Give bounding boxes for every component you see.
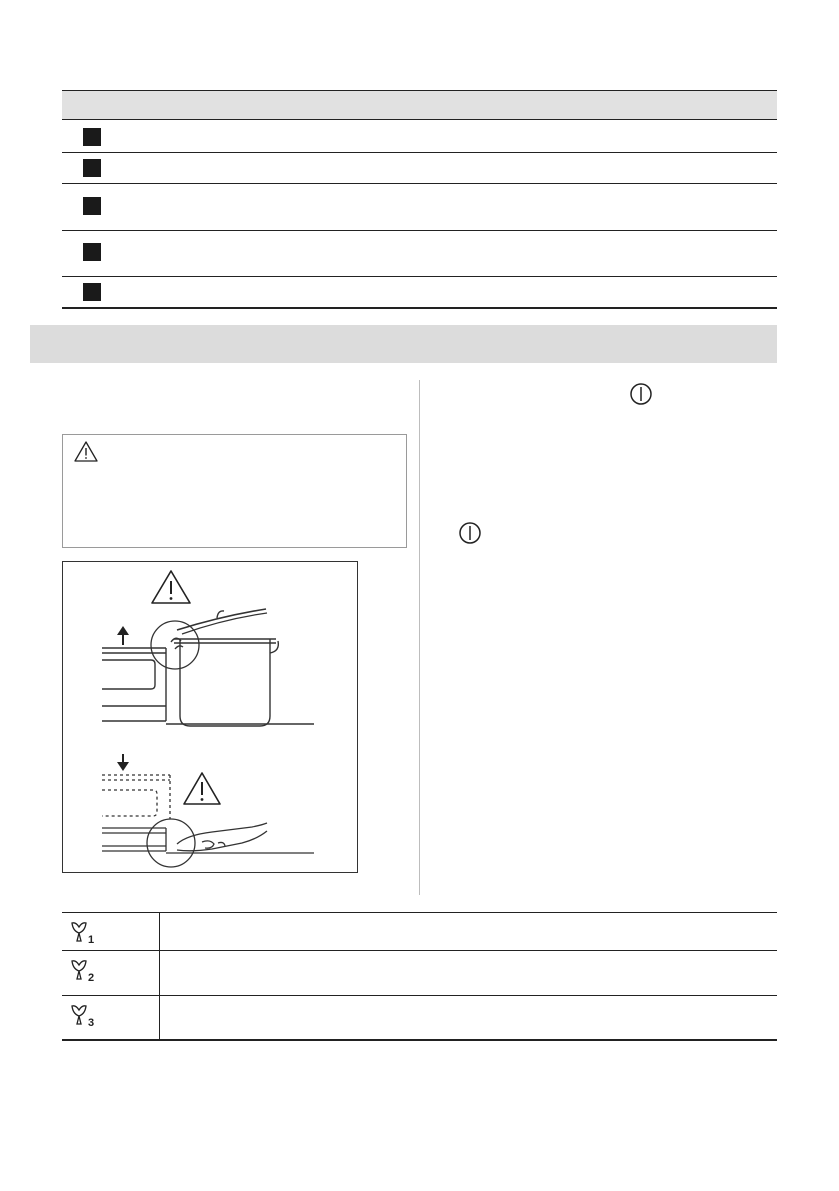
column-divider: [419, 380, 420, 895]
svg-text:2: 2: [88, 972, 95, 983]
power-icon: [458, 521, 482, 545]
table-row-marker: [83, 283, 101, 301]
svg-text:1: 1: [88, 934, 95, 945]
warning-triangle-icon: [74, 441, 98, 462]
arrow-up-icon: [117, 626, 129, 645]
row-divider: [62, 995, 777, 996]
arrow-down-icon: [117, 754, 129, 771]
row-divider: [62, 183, 777, 184]
safety-illustration: [62, 561, 358, 873]
table-row-marker: [83, 243, 101, 261]
row-divider: [62, 152, 777, 153]
hob-and-hand-scene: [102, 775, 314, 867]
column-divider: [159, 912, 160, 1040]
table-bottom-border: [62, 307, 777, 309]
fan-icon: [67, 919, 97, 945]
warning-box: [62, 434, 407, 548]
warning-triangle-icon: [184, 773, 220, 804]
table-header-row: [62, 90, 777, 120]
table-row-marker: [83, 197, 101, 215]
row-divider: [62, 950, 777, 951]
hob-and-pot-scene: [102, 609, 314, 726]
fan-icon: [67, 1002, 97, 1028]
illustration-canvas: [62, 561, 358, 873]
fan-icon: [67, 957, 97, 983]
table-top-border: [62, 912, 777, 913]
warning-triangle-icon: [152, 571, 190, 603]
table-bottom-border: [62, 1039, 777, 1041]
section-header-bar: [30, 325, 777, 363]
svg-text:3: 3: [88, 1017, 95, 1028]
table-row-marker: [83, 128, 101, 146]
power-icon: [629, 382, 653, 406]
fan-speed-table: [62, 912, 777, 1042]
row-divider: [62, 230, 777, 231]
table-row-marker: [83, 159, 101, 177]
row-divider: [62, 276, 777, 277]
